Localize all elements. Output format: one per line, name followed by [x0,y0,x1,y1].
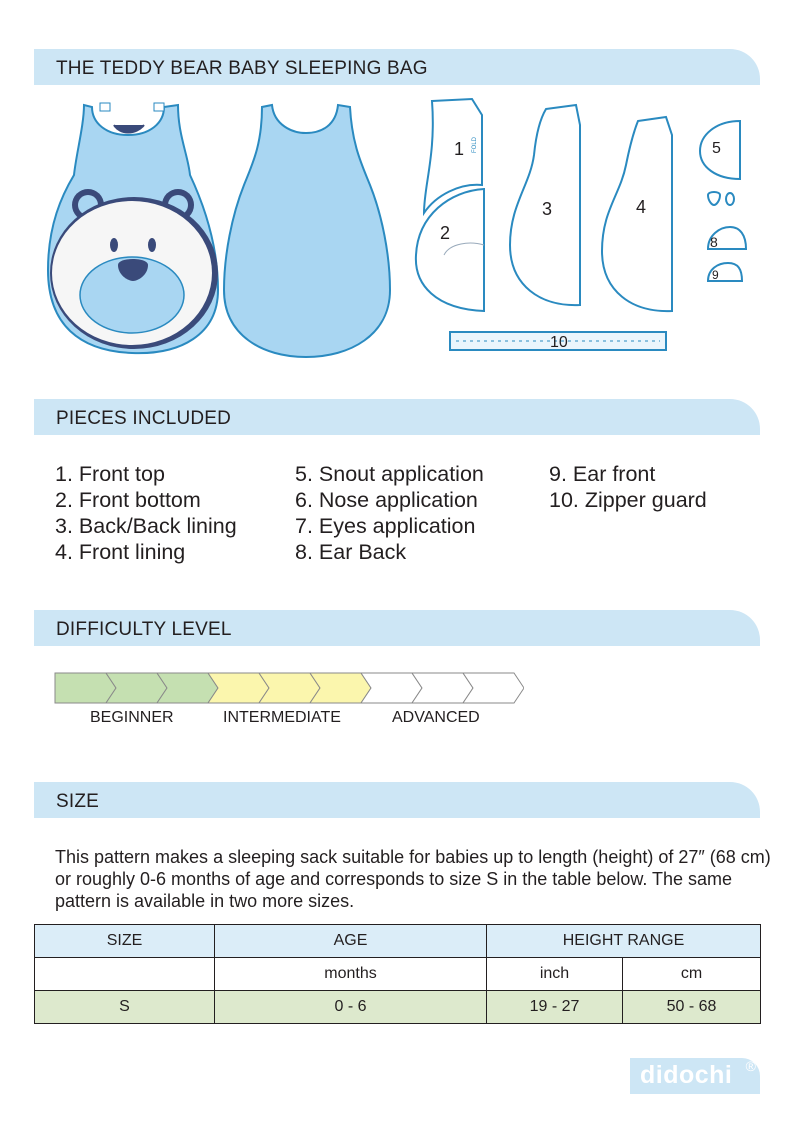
pattern-piece-4 [602,117,672,311]
difficulty-level-bar [54,672,524,706]
pieces-column-2 [295,461,484,565]
difficulty-segment-beginner [55,673,116,703]
pattern-illustration [40,95,760,365]
size-description: This pattern makes a sleeping sack suitable for babies up to length (height) of 27″ (68 cm) or roughly 0-6 months of age and corresponds to size S in the table below. The same pattern is available in two more sizes. [55,847,771,911]
piece-10-number: 10 [550,334,568,351]
difficulty-label-beginner: BEGINNER [90,709,174,726]
section-header-size [34,782,760,818]
cell-cm: 50 - 68 [623,991,761,1024]
pattern-piece-3 [510,105,580,305]
cell-size: S [35,991,215,1024]
subheader-size [35,958,215,991]
size-table [34,924,761,1024]
pieces-column-1 [55,461,237,565]
logo-text: didochi [640,1061,733,1089]
pattern-piece-10 [450,332,666,351]
section-header-difficulty [34,610,760,646]
section-size-text: SIZE [56,791,100,812]
piece-5-number: 5 [712,140,721,157]
header-size: SIZE [35,925,215,958]
cell-age: 0 - 6 [215,991,487,1024]
list-item: 4. Front lining [55,540,186,564]
section-header-title [34,49,760,85]
piece-4-number: 4 [636,197,647,217]
list-item: 8. Ear Back [295,540,407,564]
table-subheader-row [35,958,761,991]
didochi-logo [630,1058,760,1094]
pattern-piece-6 [708,192,734,205]
header-height-range: HEIGHT RANGE [487,925,761,958]
piece-9-number: 9 [712,268,719,282]
cell-inch: 19 - 27 [487,991,623,1024]
back-bag-illustration [224,105,390,357]
list-item: 10. Zipper guard [549,488,707,512]
piece-3-number: 3 [542,199,553,219]
table-row [35,991,761,1024]
pattern-piece-8 [708,227,746,250]
list-item: 2. Front bottom [55,488,201,512]
registered-mark: ® [745,1058,756,1074]
pieces-column-3 [549,461,707,513]
difficulty-label-intermediate: INTERMEDIATE [223,709,341,726]
table-header-row [35,925,761,958]
section-pieces-text: PIECES INCLUDED [56,408,232,429]
list-item: 6. Nose application [295,488,478,512]
svg-text:FOLD: FOLD [472,136,478,153]
subheader-inch: inch [487,958,623,991]
section-difficulty-text: DIFFICULTY LEVEL [56,619,232,640]
section-title-text: THE TEDDY BEAR BABY SLEEPING BAG [56,58,428,79]
front-bag-illustration [48,103,218,353]
piece-2-number: 2 [440,223,451,243]
piece-1-number: 1 [454,139,465,159]
list-item: 3. Back/Back lining [55,514,237,538]
pattern-piece-5 [700,121,740,179]
list-item: 5. Snout application [295,462,484,486]
list-item: 9. Ear front [549,462,656,486]
list-item: 1. Front top [55,462,165,486]
pattern-piece-9 [708,263,742,282]
subheader-months: months [215,958,487,991]
list-item: 7. Eyes application [295,514,476,538]
header-age: AGE [215,925,487,958]
piece-8-number: 8 [710,234,718,250]
subheader-cm: cm [623,958,761,991]
difficulty-label-advanced: ADVANCED [392,709,480,726]
section-header-pieces [34,399,760,435]
